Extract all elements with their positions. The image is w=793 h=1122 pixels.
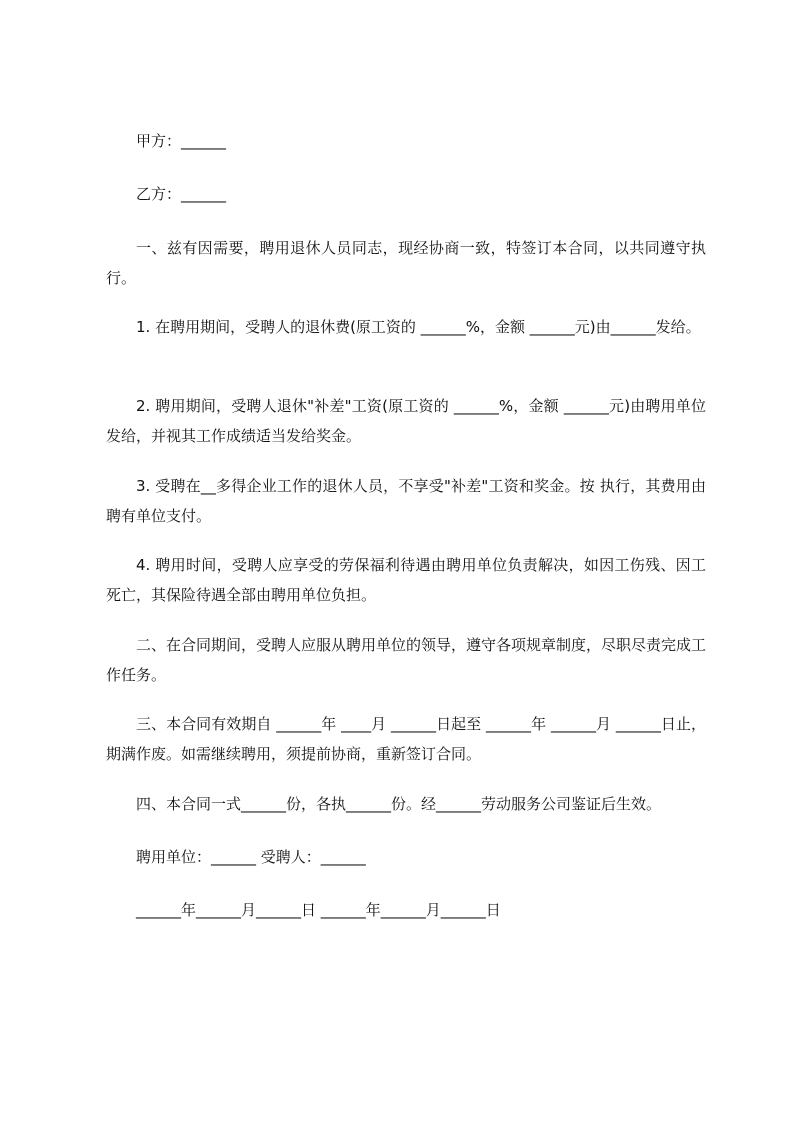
clause-1-item-1: 1. 在聘用期间，受聘人的退休费(原工资的 ______%，金额 ______元)由______发给。 <box>136 318 701 336</box>
clause-1-item-2: 2. 聘用期间，受聘人退休"补差"工资(原工资的 ______%，金额 ______元)由聘用单位发给，并视其工作成绩适当发给奖金。 <box>106 397 706 445</box>
clause-1: 一、兹有因需要，聘用退休人员同志，现经协商一致，特签订本合同，以共同遵守执行。 <box>106 239 706 287</box>
signature-line: 聘用单位：______ 受聘人：______ <box>136 848 366 866</box>
clause-2: 二、在合同期间，受聘人应服从聘用单位的领导，遵守各项规章制度，尽职尽责完成工作任务。 <box>106 636 707 684</box>
clause-1-item-3: 3. 受聘在__多得企业工作的退休人员，不享受"补差"工资和奖金。按 执行，其费用由聘有单位支付。 <box>106 477 706 525</box>
clause-1-item-4: 4. 聘用时间，受聘人应享受的劳保福利待遇由聘用单位负责解决，如因工伤残、因工死亡，其保险待遇全部由聘用单位负担。 <box>106 556 706 604</box>
party-a-line: 甲方：______ <box>136 132 227 150</box>
clause-4: 四、本合同一式______份，各执______份。经______劳动服务公司鉴证后生效。 <box>136 795 662 813</box>
party-b-line: 乙方：______ <box>136 185 227 203</box>
clause-3: 三、本合同有效期自 ______年 ____月 ______日起至 ______年 ______月 ______日止，期满作废。如需继续聘用，须提前协商，重新签订合同。 <box>106 715 706 763</box>
date-line: ______年______月______日 ______年______月______日 <box>136 901 501 919</box>
